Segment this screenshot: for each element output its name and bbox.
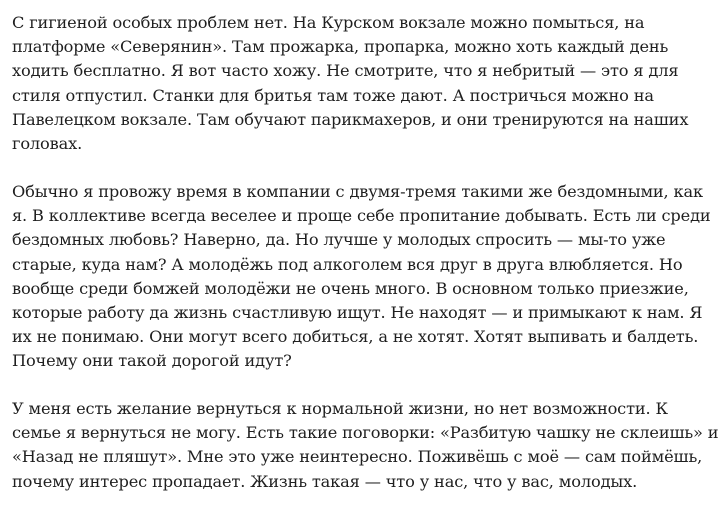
- text-line: ходить бесплатно. Я вот часто хожу. Не смотрите, что я небритый — это я для: [12, 61, 679, 81]
- paragraph-hygiene: [12, 11, 688, 156]
- text-line: «Назад не пляшут». Мне это уже неинтересно. Поживёшь с моё — сам поймёшь,: [12, 447, 703, 467]
- text-line: семье я вернуться не могу. Есть такие поговорки: «Разбитую чашку не склеишь» и: [12, 423, 718, 443]
- paragraph-desire: [12, 397, 718, 494]
- text-line: вообще среди бомжей молодёжи не очень много. В основном только приезжие,: [12, 278, 689, 298]
- text-line: их не понимаю. Они могут всего добиться, а не хотят. Хотят выпивать и балдеть.: [12, 327, 699, 347]
- paragraph-company: [12, 180, 711, 374]
- text-line: головах.: [12, 134, 83, 154]
- text-line: Почему они такой дорогой идут?: [12, 351, 292, 371]
- text-line: которые работу да жизнь счастливую ищут. Не находят — и примыкают к нам. Я: [12, 303, 703, 323]
- text-line: старые, куда нам? А молодёжь под алкоголем вся друг в друга влюбляется. Но: [12, 254, 683, 274]
- text-line: бездомных любовь? Наверно, да. Но лучше у молодых спросить — мы-то уже: [12, 230, 666, 250]
- text-line: я. В коллективе всегда веселее и проще себе пропитание добывать. Есть ли среди: [12, 206, 711, 226]
- text-line: У меня есть желание вернуться к нормальной жизни, но нет возможности. К: [12, 399, 668, 418]
- text-line: стиля отпустил. Станки для бритья там тоже дают. А постричься можно на: [12, 85, 654, 105]
- text-line: почему интерес пропадает. Жизнь такая — что у нас, что у вас, молодых.: [12, 471, 638, 491]
- text-line: платформе «Северянин». Там прожарка, пропарка, можно хоть каждый день: [12, 37, 669, 57]
- text-line: С гигиеной особых проблем нет. На Курском вокзале можно помыться, на: [12, 13, 645, 32]
- text-line: Обычно я провожу время в компании с двумя-тремя такими же бездомными, как: [12, 182, 703, 201]
- text-line: Павелецком вокзале. Там обучают парикмахеров, и они тренируются на наших: [12, 109, 689, 129]
